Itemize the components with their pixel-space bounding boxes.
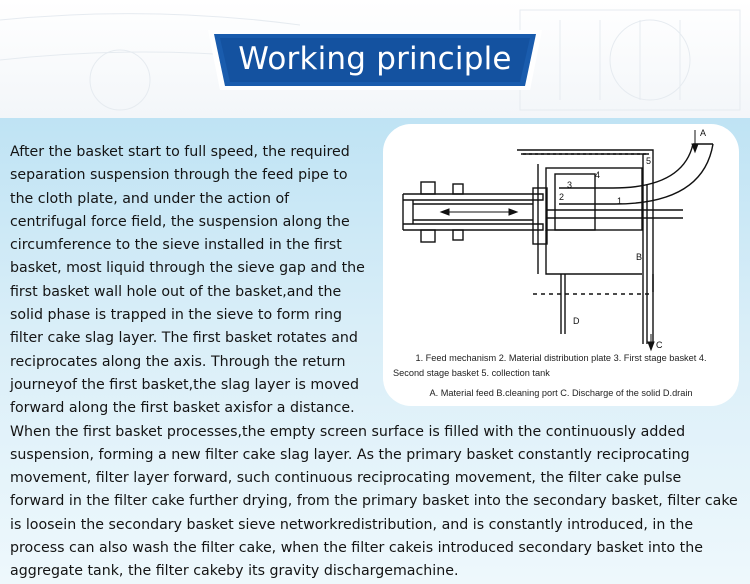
label-3: 3	[567, 180, 573, 190]
label-5: 5	[646, 156, 652, 166]
label-d: D	[573, 316, 580, 326]
label-1: 1	[617, 196, 623, 206]
label-a: A	[700, 128, 707, 138]
label-c: C	[656, 340, 663, 350]
diagram-caption-line3: A. Material feed B.cleaning port C. Discharge of the solid D.drain	[429, 388, 693, 398]
float-spacer	[368, 141, 740, 403]
label-2: 2	[559, 192, 565, 202]
label-4: 4	[595, 170, 601, 180]
page-title: Working principle	[238, 41, 512, 77]
description-text: After the basket start to full speed, the required separation suspension through the feed pipe to the cloth plate, and under the action of centrifugal force field, the suspension along the circumference to the sieve installed in the first basket, most liquid through the sieve gap and the first basket wall hole out of the basket,and the solid phase is trapped in the sieve to form ring filter cake slag layer. The first basket rotates and reciprocates along the axis. Through the return journeyof the first basket,the slag layer is moved forward along the first basket axisfor a distance. When the first basket processes,the empty screen surface is filled with the continuously added suspension, forming a new filter cake slag layer. As the primary basket constantly reciprocating movement, filter layer forward, such continuous reciprocating movement, the filter cake pulse forward in the filter cake further drying, from the primary basket into the secondary basket, filter cake is loosein the secondary basket sieve networkredistribution, and is constantly introduced, in the process can also wash the filter cake, when the filter cakeis introduced secondary basket into the aggregate tank, the filter cakeby its gravity dischargemachine.	[10, 144, 738, 580]
description-paragraph	[10, 141, 740, 584]
title-banner	[208, 28, 542, 92]
diagram-caption-line2: Second stage basket 5. collection tank	[393, 368, 550, 378]
label-b: B	[636, 252, 643, 262]
diagram-caption-line1: 1. Feed mechanism 2. Material distribution plate 3. First stage basket 4.	[415, 353, 707, 363]
